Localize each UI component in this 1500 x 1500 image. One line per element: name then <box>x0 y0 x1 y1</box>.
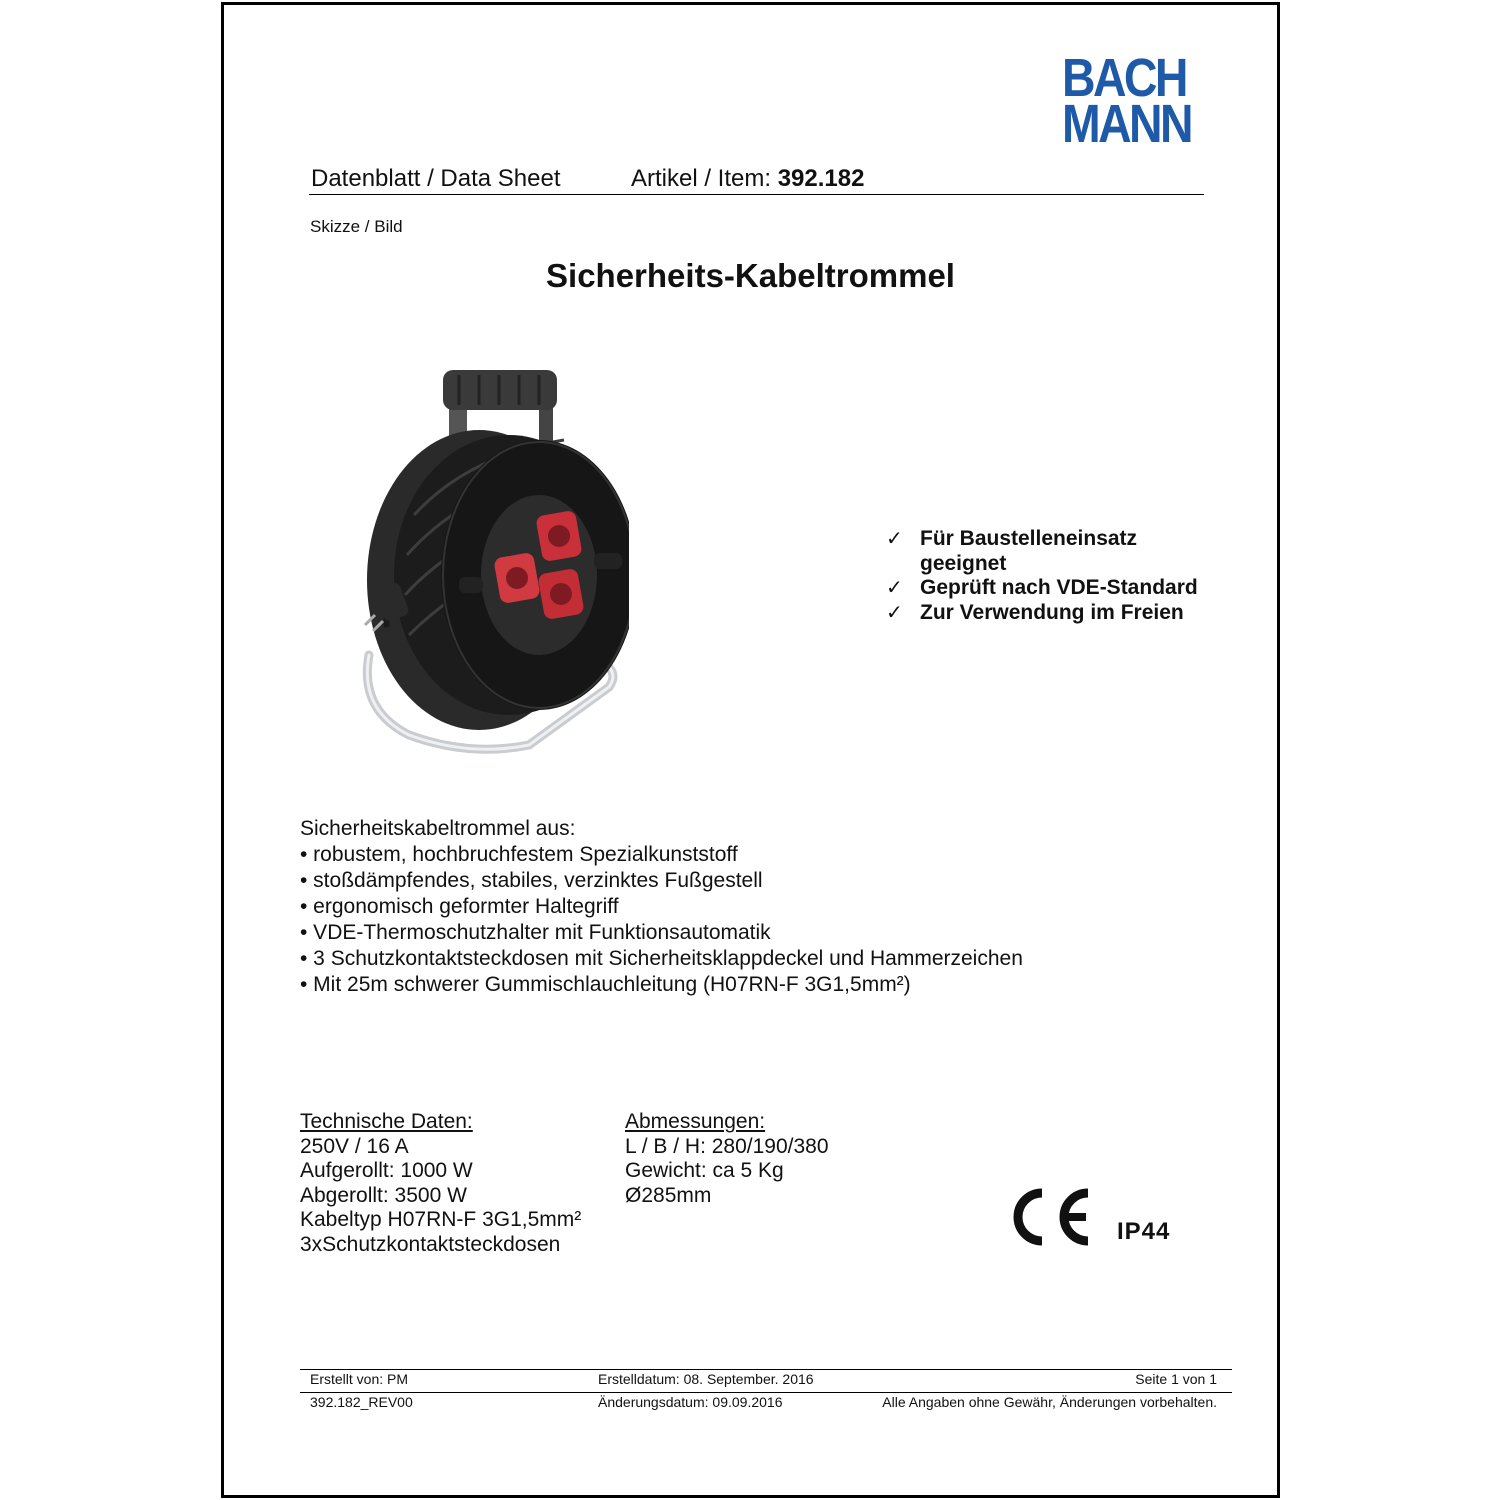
technical-line: Abgerollt: 3500 W <box>300 1183 467 1207</box>
description-bullet: • 3 Schutzkontaktsteckdosen mit Sicherheitsklappdeckel und Hammerzeichen <box>300 947 1023 970</box>
feature-list <box>886 527 1216 625</box>
feature-item <box>886 527 1216 576</box>
feature-item <box>886 576 1216 601</box>
dimension-line: Ø285mm <box>625 1183 712 1207</box>
bachmann-logo <box>1062 48 1191 154</box>
technical-line: 3xSchutzkontaktsteckdosen <box>300 1232 561 1256</box>
technical-data <box>300 1110 581 1257</box>
footer-revision: 392.182_REV00 <box>310 1394 413 1410</box>
technical-line: Aufgerollt: 1000 W <box>300 1159 473 1182</box>
footer-created-date: Erstelldatum: 08. September. 2016 <box>598 1371 814 1387</box>
document-header <box>309 165 1204 195</box>
footer-created-by: Erstellt von: PM <box>310 1371 409 1387</box>
logo-line-2: MANN <box>1062 94 1191 154</box>
dimension-line: L / B / H: 280/190/380 <box>625 1134 829 1158</box>
data-sheet-page <box>221 2 1280 1498</box>
footer-disclaimer: Alle Angaben ohne Gewähr, Änderungen vorbehalten. <box>882 1394 1217 1410</box>
document-type: Datenblatt / Data Sheet <box>311 165 561 192</box>
ip-rating-label: IP44 <box>1117 1218 1171 1245</box>
checkmark-icon: ✓ <box>886 601 903 624</box>
feature-text: Geprüft nach VDE-Standard <box>920 576 1198 599</box>
feature-text: Für Baustelleneinsatz geeignet <box>920 527 1138 575</box>
footer-divider <box>300 1369 1232 1370</box>
cable-reel-image <box>359 365 629 760</box>
footer-changed-date: Änderungsdatum: 09.09.2016 <box>598 1394 783 1410</box>
description-intro: Sicherheitskabeltrommel aus: <box>300 817 576 840</box>
technical-data-heading: Technische Daten: <box>300 1110 473 1133</box>
checkmark-icon: ✓ <box>886 577 903 599</box>
dimensions <box>625 1110 829 1208</box>
technical-line: Kabeltyp H07RN-F 3G1,5mm² <box>300 1208 582 1231</box>
feature-text: Zur Verwendung im Freien <box>920 600 1184 624</box>
description-bullet: • VDE-Thermoschutzhalter mit Funktionsautomatik <box>300 921 771 944</box>
footer-divider <box>300 1392 1232 1393</box>
product-description <box>300 816 1023 998</box>
feature-item <box>886 601 1216 626</box>
description-bullets <box>300 842 1023 998</box>
dimension-line: Gewicht: ca 5 Kg <box>625 1159 784 1182</box>
checkmark-icon: ✓ <box>886 528 903 550</box>
description-bullet: • robustem, hochbruchfestem Spezialkunststoff <box>300 843 738 866</box>
footer-page-number: Seite 1 von 1 <box>1135 1371 1217 1387</box>
ce-mark-icon <box>1006 1185 1096 1249</box>
description-bullet: • Mit 25m schwerer Gummischlauchleitung (H07RN-F 3G1,5mm²) <box>300 973 911 996</box>
item-label: Artikel / Item: <box>631 165 778 192</box>
description-bullet: • ergonomisch geformter Haltegriff <box>300 895 619 918</box>
sketch-label: Skizze / Bild <box>310 217 403 236</box>
item-number: 392.182 <box>777 165 865 192</box>
dimensions-heading: Abmessungen: <box>625 1110 766 1133</box>
product-title: Sicherheits-Kabeltrommel <box>546 257 955 294</box>
item-reference <box>631 165 864 193</box>
description-bullet: • stoßdämpfendes, stabiles, verzinktes Fußgestell <box>300 869 763 892</box>
technical-line: 250V / 16 A <box>300 1134 409 1158</box>
logo-line-1: BACH <box>1062 48 1186 108</box>
